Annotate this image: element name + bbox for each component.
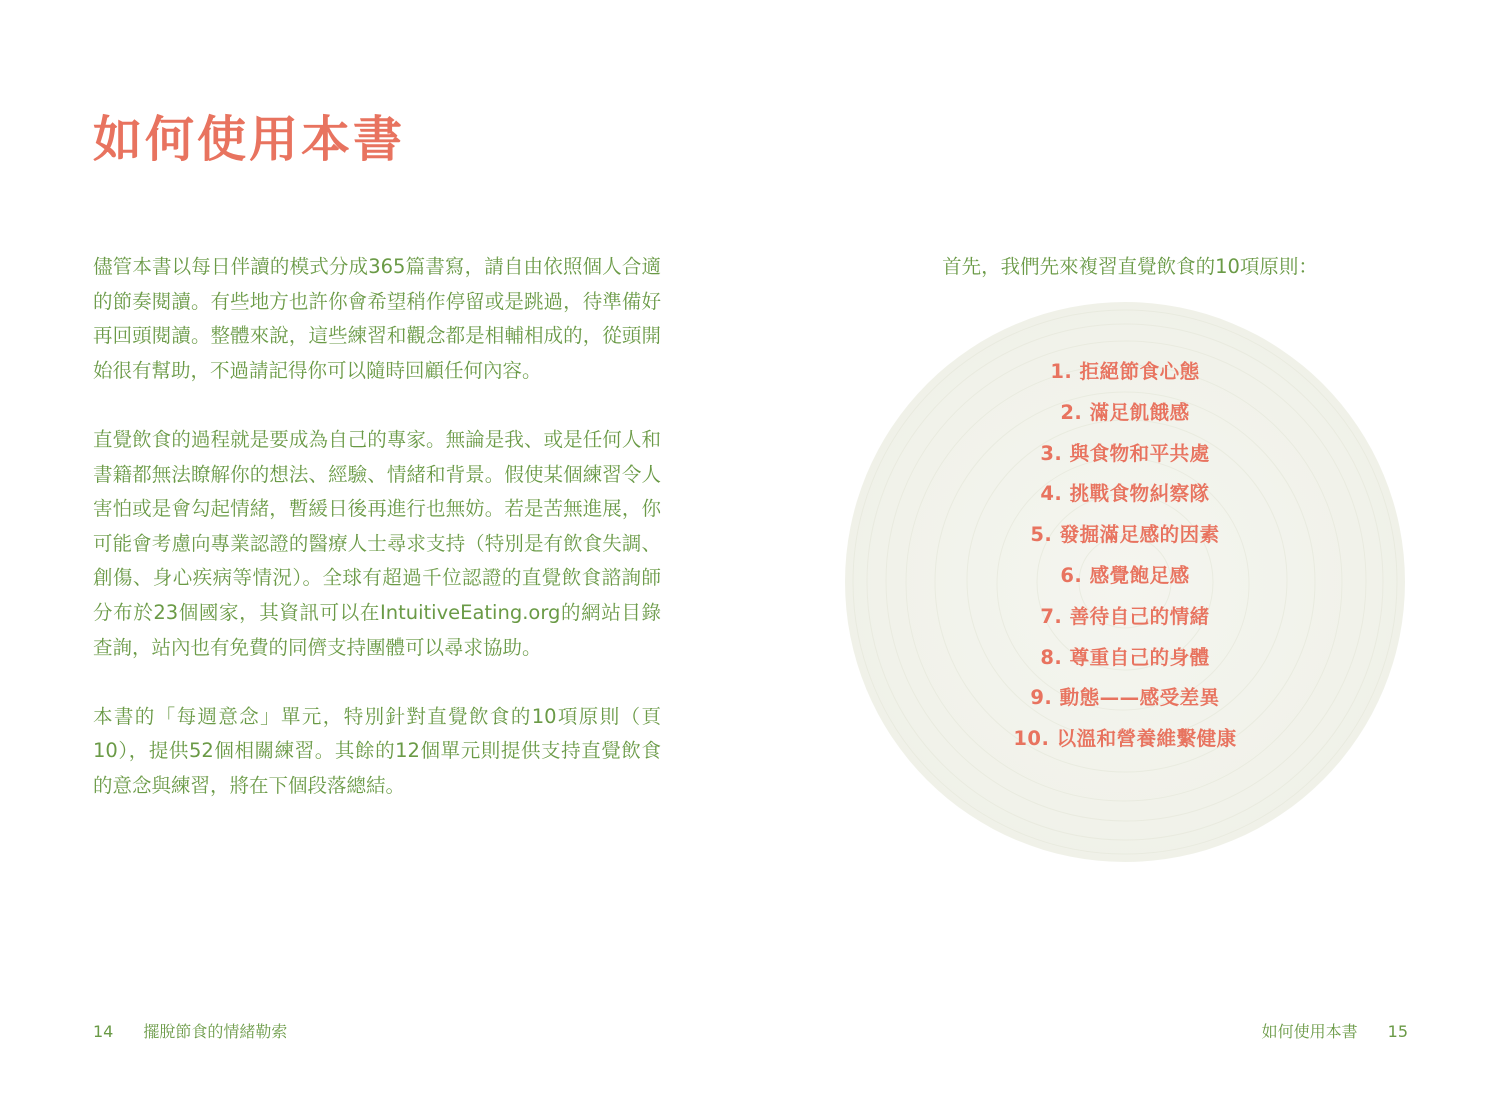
- principle-item: 4. 挑戰食物糾察隊: [1040, 482, 1210, 506]
- page-title: 如何使用本書: [93, 111, 406, 168]
- principle-item: 10. 以溫和營養維繫健康: [1013, 727, 1237, 751]
- paragraph-3: 本書的「每週意念」單元，特別針對直覺飲食的10項原則（頁10），提供52個相關練習。其餘的12個單元則提供支持直覺飲食的意念與練習，將在下個段落總結。: [93, 704, 661, 797]
- paragraph-2: 直覺飲食的過程就是要成為自己的專家。無論是我、或是任何人和書籍都無法瞭解你的想法、經驗、情緒和背景。假使某個練習令人害怕或是會勾起情緒，暫緩日後再進行也無妨。若是苦無進展，你可能會考慮向專業認證的醫療人士尋求支持（特別是有飲食失調、創傷、身心疾病等情況）。全球有超過千位認證的直覺飲食諮詢師分布於23個國家，其資訊可以在IntuitiveEating.org的網站目錄查詢，站內也有免費的同儕支持團體可以尋求協助。: [93, 427, 661, 659]
- left-body-text: [93, 250, 661, 804]
- right-page-footer: [1262, 1021, 1408, 1043]
- principle-item: 5. 發掘滿足感的因素: [1030, 523, 1220, 547]
- principle-item: 1. 拒絕節食心態: [1050, 360, 1200, 383]
- paragraph-1: 儘管本書以每日伴讀的模式分成365篇書寫，請自由依照個人合適的節奏閱讀。有些地方也許你會希望稍作停留或是跳過，待準備好再回頭閱讀。整體來說，這些練習和觀念都是相輔相成的，從頭開始很有幫助，不過請記得你可以隨時回顧任何內容。: [93, 255, 661, 382]
- running-head-book-title: 擺脫節食的情緒勒索: [143, 1022, 288, 1041]
- principle-item: 7. 善待自己的情緒: [1040, 604, 1210, 628]
- principles-intro: 首先，我們先來複習直覺飲食的10項原則：: [942, 255, 1318, 278]
- principles-list: [845, 352, 1405, 760]
- page-number-right: 15: [1387, 1022, 1408, 1041]
- principle-item: 8. 尊重自己的身體: [1040, 645, 1210, 669]
- principle-item: 3. 與食物和平共處: [1040, 441, 1210, 465]
- principle-item: 2. 滿足飢餓感: [1060, 400, 1190, 424]
- running-head-chapter-title: 如何使用本書: [1261, 1022, 1358, 1041]
- principle-item: 6. 感覺飽足感: [1060, 563, 1190, 587]
- page-number-left: 14: [93, 1022, 114, 1041]
- left-page-footer: [93, 1021, 287, 1043]
- principle-item: 9. 動態——感受差異: [1030, 686, 1220, 710]
